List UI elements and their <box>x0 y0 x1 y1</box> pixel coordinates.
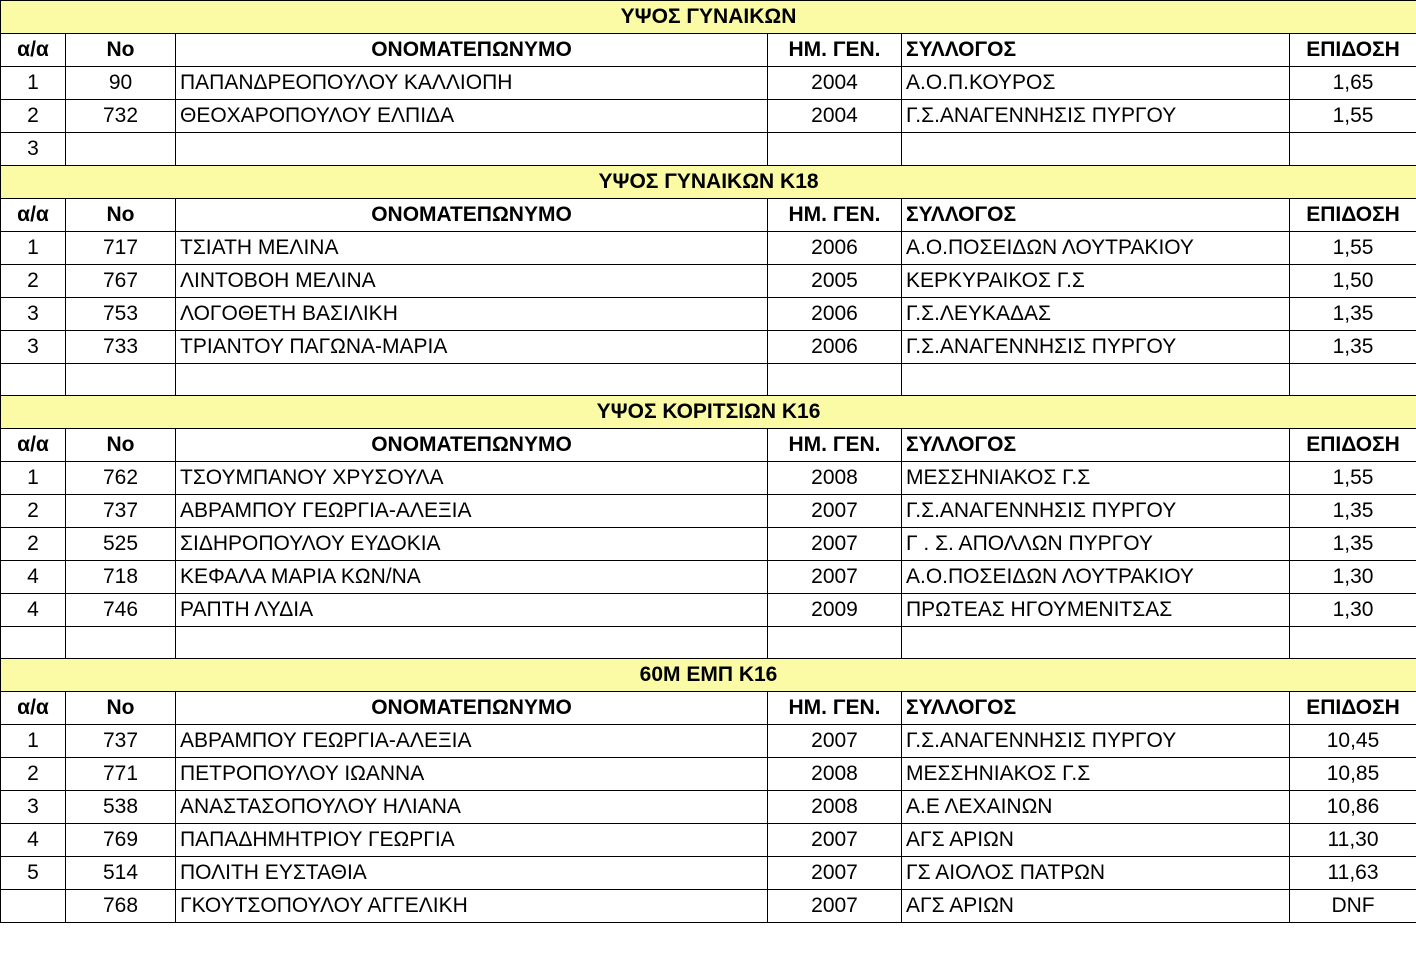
athlete-name-cell[interactable]: ΠΑΠΑΔΗΜΗΤΡΙΟΥ ΓΕΩΡΓΙΑ <box>176 824 768 857</box>
athlete-name-cell[interactable]: ΛΙΝΤΟΒΟΗ ΜΕΛΙΝΑ <box>176 265 768 298</box>
column-header-name[interactable]: ΟΝΟΜΑΤΕΠΩΝΥΜΟ <box>176 692 768 725</box>
result-cell[interactable]: 1,55 <box>1290 100 1416 133</box>
column-header-club[interactable]: ΣΥΛΛΟΓΟΣ <box>902 429 1290 462</box>
bib-number-cell[interactable] <box>66 364 176 396</box>
bib-number-cell[interactable]: 767 <box>66 265 176 298</box>
rank-cell[interactable]: 5 <box>1 857 66 890</box>
section-title-row <box>1 396 1416 429</box>
section-title[interactable]: ΥΨΟΣ ΓΥΝΑΙΚΩΝ <box>1 1 1416 34</box>
table-row <box>1 67 1416 100</box>
bib-number-cell[interactable]: 718 <box>66 561 176 594</box>
birth-year-cell[interactable]: 2008 <box>768 758 902 791</box>
results-table-body <box>1 1 1416 923</box>
table-row <box>1 725 1416 758</box>
club-cell[interactable] <box>902 627 1290 659</box>
club-cell[interactable]: Α.Ο.ΠΟΣΕΙΔΩΝ ΛΟΥΤΡΑΚΙΟΥ <box>902 232 1290 265</box>
table-row <box>1 364 1416 396</box>
club-cell[interactable]: Γ.Σ.ΑΝΑΓΕΝΝΗΣΙΣ ΠΥΡΓΟΥ <box>902 495 1290 528</box>
section-title[interactable]: 60Μ ΕΜΠ Κ16 <box>1 659 1416 692</box>
column-header-result[interactable]: ΕΠΙΔΟΣΗ <box>1290 692 1416 725</box>
table-row <box>1 265 1416 298</box>
athlete-name-cell[interactable]: ΑΝΑΣΤΑΣΟΠΟΥΛΟΥ ΗΛΙΑΝΑ <box>176 791 768 824</box>
birth-year-cell[interactable]: 2006 <box>768 232 902 265</box>
section-title-row <box>1 166 1416 199</box>
table-row <box>1 791 1416 824</box>
club-cell[interactable]: ΜΕΣΣΗΝΙΑΚΟΣ Γ.Σ <box>902 758 1290 791</box>
column-header-row <box>1 692 1416 725</box>
column-header-born[interactable]: ΗΜ. ΓΕΝ. <box>768 692 902 725</box>
column-header-name[interactable]: ΟΝΟΜΑΤΕΠΩΝΥΜΟ <box>176 429 768 462</box>
rank-cell[interactable]: 2 <box>1 528 66 561</box>
rank-cell[interactable] <box>1 364 66 396</box>
result-cell[interactable]: 11,30 <box>1290 824 1416 857</box>
birth-year-cell[interactable]: 2007 <box>768 857 902 890</box>
result-cell[interactable]: 1,35 <box>1290 331 1416 364</box>
club-cell[interactable]: Γ.Σ.ΑΝΑΓΕΝΝΗΣΙΣ ΠΥΡΓΟΥ <box>902 100 1290 133</box>
table-row <box>1 627 1416 659</box>
birth-year-cell[interactable]: 2007 <box>768 725 902 758</box>
table-row <box>1 528 1416 561</box>
bib-number-cell[interactable]: 732 <box>66 100 176 133</box>
rank-cell[interactable] <box>1 627 66 659</box>
result-cell[interactable]: 1,35 <box>1290 528 1416 561</box>
athlete-name-cell[interactable]: ΠΑΠΑΝΔΡΕΟΠΟΥΛΟΥ ΚΑΛΛΙΟΠΗ <box>176 67 768 100</box>
bib-number-cell[interactable]: 746 <box>66 594 176 627</box>
bib-number-cell[interactable]: 768 <box>66 890 176 923</box>
result-cell[interactable] <box>1290 133 1416 166</box>
club-cell[interactable]: ΑΓΣ ΑΡΙΩΝ <box>902 890 1290 923</box>
result-cell[interactable]: 1,65 <box>1290 67 1416 100</box>
athlete-name-cell[interactable]: ΤΣΙΑΤΗ ΜΕΛΙΝΑ <box>176 232 768 265</box>
column-header-rank[interactable]: α/α <box>1 692 66 725</box>
birth-year-cell[interactable]: 2006 <box>768 298 902 331</box>
athlete-name-cell[interactable]: ΡΑΠΤΗ ΛΥΔΙΑ <box>176 594 768 627</box>
rank-cell[interactable]: 2 <box>1 100 66 133</box>
athlete-name-cell[interactable] <box>176 364 768 396</box>
athlete-name-cell[interactable] <box>176 133 768 166</box>
rank-cell[interactable]: 1 <box>1 67 66 100</box>
birth-year-cell[interactable]: 2006 <box>768 331 902 364</box>
rank-cell[interactable]: 2 <box>1 758 66 791</box>
athlete-name-cell[interactable]: ΠΕΤΡΟΠΟΥΛΟΥ ΙΩΑΝΝΑ <box>176 758 768 791</box>
rank-cell[interactable]: 1 <box>1 725 66 758</box>
column-header-club[interactable]: ΣΥΛΛΟΓΟΣ <box>902 34 1290 67</box>
result-cell[interactable] <box>1290 364 1416 396</box>
birth-year-cell[interactable]: 2004 <box>768 67 902 100</box>
column-header-club[interactable]: ΣΥΛΛΟΓΟΣ <box>902 199 1290 232</box>
table-row <box>1 758 1416 791</box>
column-header-result[interactable]: ΕΠΙΔΟΣΗ <box>1290 199 1416 232</box>
birth-year-cell[interactable] <box>768 627 902 659</box>
bib-number-cell[interactable]: 514 <box>66 857 176 890</box>
column-header-born[interactable]: ΗΜ. ΓΕΝ. <box>768 34 902 67</box>
bib-number-cell[interactable]: 753 <box>66 298 176 331</box>
club-cell[interactable]: Γ.Σ.ΑΝΑΓΕΝΝΗΣΙΣ ΠΥΡΓΟΥ <box>902 331 1290 364</box>
club-cell[interactable]: Α.Ο.ΠΟΣΕΙΔΩΝ ΛΟΥΤΡΑΚΙΟΥ <box>902 561 1290 594</box>
table-row <box>1 594 1416 627</box>
result-cell[interactable] <box>1290 627 1416 659</box>
club-cell[interactable]: Γ.Σ.ΑΝΑΓΕΝΝΗΣΙΣ ΠΥΡΓΟΥ <box>902 725 1290 758</box>
table-row <box>1 495 1416 528</box>
bib-number-cell[interactable] <box>66 627 176 659</box>
rank-cell[interactable]: 3 <box>1 791 66 824</box>
club-cell[interactable]: Α.Ε ΛΕΧΑΙΝΩΝ <box>902 791 1290 824</box>
athlete-name-cell[interactable]: ΠΟΛΙΤΗ ΕΥΣΤΑΘΙΑ <box>176 857 768 890</box>
column-header-rank[interactable]: α/α <box>1 199 66 232</box>
rank-cell[interactable]: 1 <box>1 232 66 265</box>
club-cell[interactable]: ΚΕΡΚΥΡΑΙΚΟΣ Γ.Σ <box>902 265 1290 298</box>
result-cell[interactable]: 11,63 <box>1290 857 1416 890</box>
athlete-name-cell[interactable]: ΘΕΟΧΑΡΟΠΟΥΛΟΥ ΕΛΠΙΔΑ <box>176 100 768 133</box>
table-row <box>1 462 1416 495</box>
athlete-name-cell[interactable]: ΚΕΦΑΛΑ ΜΑΡΙΑ ΚΩΝ/ΝΑ <box>176 561 768 594</box>
bib-number-cell[interactable]: 737 <box>66 495 176 528</box>
bib-number-cell[interactable]: 762 <box>66 462 176 495</box>
bib-number-cell[interactable]: 90 <box>66 67 176 100</box>
athlete-name-cell[interactable]: ΤΣΟΥΜΠΑΝΟΥ ΧΡΥΣΟΥΛΑ <box>176 462 768 495</box>
birth-year-cell[interactable] <box>768 364 902 396</box>
bib-number-cell[interactable]: 717 <box>66 232 176 265</box>
rank-cell[interactable]: 4 <box>1 824 66 857</box>
rank-cell[interactable]: 3 <box>1 133 66 166</box>
column-header-rank[interactable]: α/α <box>1 34 66 67</box>
rank-cell[interactable]: 2 <box>1 495 66 528</box>
club-cell[interactable] <box>902 364 1290 396</box>
club-cell[interactable]: Α.Ο.Π.ΚΟΥΡΟΣ <box>902 67 1290 100</box>
birth-year-cell[interactable]: 2007 <box>768 495 902 528</box>
birth-year-cell[interactable] <box>768 133 902 166</box>
column-header-no[interactable]: No <box>66 692 176 725</box>
bib-number-cell[interactable]: 737 <box>66 725 176 758</box>
table-row <box>1 133 1416 166</box>
bib-number-cell[interactable]: 769 <box>66 824 176 857</box>
birth-year-cell[interactable]: 2007 <box>768 890 902 923</box>
column-header-no[interactable]: No <box>66 429 176 462</box>
column-header-result[interactable]: ΕΠΙΔΟΣΗ <box>1290 34 1416 67</box>
rank-cell[interactable]: 1 <box>1 462 66 495</box>
rank-cell[interactable]: 4 <box>1 594 66 627</box>
table-row <box>1 331 1416 364</box>
column-header-row <box>1 429 1416 462</box>
result-cell[interactable]: 10,45 <box>1290 725 1416 758</box>
result-cell[interactable]: 1,55 <box>1290 232 1416 265</box>
table-row <box>1 298 1416 331</box>
result-cell[interactable]: 10,86 <box>1290 791 1416 824</box>
athlete-name-cell[interactable]: ΓΚΟΥΤΣΟΠΟΥΛΟΥ ΑΓΓΕΛΙΚΗ <box>176 890 768 923</box>
birth-year-cell[interactable]: 2008 <box>768 462 902 495</box>
section-title-row <box>1 1 1416 34</box>
column-header-name[interactable]: ΟΝΟΜΑΤΕΠΩΝΥΜΟ <box>176 34 768 67</box>
column-header-rank[interactable]: α/α <box>1 429 66 462</box>
rank-cell[interactable] <box>1 890 66 923</box>
table-row <box>1 232 1416 265</box>
birth-year-cell[interactable]: 2005 <box>768 265 902 298</box>
column-header-born[interactable]: ΗΜ. ΓΕΝ. <box>768 199 902 232</box>
result-cell[interactable]: DNF <box>1290 890 1416 923</box>
table-row <box>1 857 1416 890</box>
athlete-name-cell[interactable] <box>176 627 768 659</box>
column-header-born[interactable]: ΗΜ. ΓΕΝ. <box>768 429 902 462</box>
column-header-club[interactable]: ΣΥΛΛΟΓΟΣ <box>902 692 1290 725</box>
club-cell[interactable] <box>902 133 1290 166</box>
athlete-name-cell[interactable]: ΤΡΙΑΝΤΟΥ ΠΑΓΩΝΑ-ΜΑΡΙΑ <box>176 331 768 364</box>
column-header-no[interactable]: No <box>66 199 176 232</box>
bib-number-cell[interactable]: 771 <box>66 758 176 791</box>
table-row <box>1 561 1416 594</box>
result-cell[interactable]: 1,30 <box>1290 594 1416 627</box>
column-header-row <box>1 34 1416 67</box>
rank-cell[interactable]: 3 <box>1 298 66 331</box>
result-cell[interactable]: 10,85 <box>1290 758 1416 791</box>
birth-year-cell[interactable]: 2007 <box>768 824 902 857</box>
section-title-row <box>1 659 1416 692</box>
result-cell[interactable]: 1,35 <box>1290 298 1416 331</box>
club-cell[interactable]: ΑΓΣ ΑΡΙΩΝ <box>902 824 1290 857</box>
rank-cell[interactable]: 3 <box>1 331 66 364</box>
table-row <box>1 824 1416 857</box>
section-title[interactable]: ΥΨΟΣ ΓΥΝΑΙΚΩΝ Κ18 <box>1 166 1416 199</box>
bib-number-cell[interactable]: 525 <box>66 528 176 561</box>
result-cell[interactable]: 1,35 <box>1290 495 1416 528</box>
result-cell[interactable]: 1,30 <box>1290 561 1416 594</box>
result-cell[interactable]: 1,55 <box>1290 462 1416 495</box>
birth-year-cell[interactable]: 2009 <box>768 594 902 627</box>
section-title[interactable]: ΥΨΟΣ ΚΟΡΙΤΣΙΩΝ Κ16 <box>1 396 1416 429</box>
table-row <box>1 890 1416 923</box>
result-cell[interactable]: 1,50 <box>1290 265 1416 298</box>
athlete-name-cell[interactable]: ΑΒΡΑΜΠΟΥ ΓΕΩΡΓΙΑ-ΑΛΕΞΙΑ <box>176 495 768 528</box>
birth-year-cell[interactable]: 2008 <box>768 791 902 824</box>
column-header-no[interactable]: No <box>66 34 176 67</box>
birth-year-cell[interactable]: 2004 <box>768 100 902 133</box>
column-header-row <box>1 199 1416 232</box>
rank-cell[interactable]: 2 <box>1 265 66 298</box>
club-cell[interactable]: ΓΣ ΑΙΟΛΟΣ ΠΑΤΡΩΝ <box>902 857 1290 890</box>
birth-year-cell[interactable]: 2007 <box>768 561 902 594</box>
table-row <box>1 100 1416 133</box>
birth-year-cell[interactable]: 2007 <box>768 528 902 561</box>
bib-number-cell[interactable]: 733 <box>66 331 176 364</box>
club-cell[interactable]: Γ.Σ.ΛΕΥΚΑΔΑΣ <box>902 298 1290 331</box>
club-cell[interactable]: ΠΡΩΤΕΑΣ ΗΓΟΥΜΕΝΙΤΣΑΣ <box>902 594 1290 627</box>
club-cell[interactable]: Γ . Σ. ΑΠΟΛΛΩΝ ΠΥΡΓΟΥ <box>902 528 1290 561</box>
bib-number-cell[interactable]: 538 <box>66 791 176 824</box>
bib-number-cell[interactable] <box>66 133 176 166</box>
club-cell[interactable]: ΜΕΣΣΗΝΙΑΚΟΣ Γ.Σ <box>902 462 1290 495</box>
column-header-name[interactable]: ΟΝΟΜΑΤΕΠΩΝΥΜΟ <box>176 199 768 232</box>
athlete-name-cell[interactable]: ΛΟΓΟΘΕΤΗ ΒΑΣΙΛΙΚΗ <box>176 298 768 331</box>
athlete-name-cell[interactable]: ΑΒΡΑΜΠΟΥ ΓΕΩΡΓΙΑ-ΑΛΕΞΙΑ <box>176 725 768 758</box>
athlete-name-cell[interactable]: ΣΙΔΗΡΟΠΟΥΛΟΥ ΕΥΔΟΚΙΑ <box>176 528 768 561</box>
rank-cell[interactable]: 4 <box>1 561 66 594</box>
column-header-result[interactable]: ΕΠΙΔΟΣΗ <box>1290 429 1416 462</box>
